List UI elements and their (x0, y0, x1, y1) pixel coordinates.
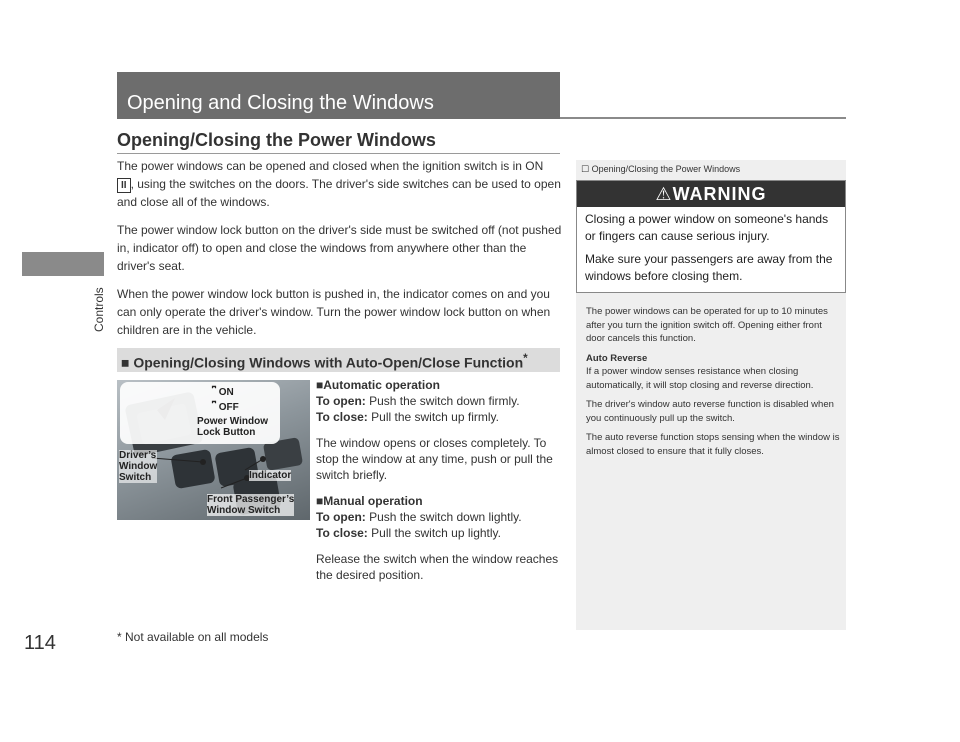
paragraph-2: The power window lock button on the driver's side must be switched off (not pushed in, indicator off) to open and close the windows from anywhere other than the driver's seat. (117, 223, 562, 273)
label-driver-switch: Driver’s Window Switch (119, 450, 158, 483)
warning-header: ⚠WARNING (577, 181, 845, 207)
footnote: * Not available on all models (117, 630, 269, 644)
auto-open: To open: Push the switch down firmly. (316, 394, 520, 408)
manual-close: To close: Pull the switch up lightly. (316, 526, 501, 540)
operation-instructions (316, 377, 561, 583)
page-number: 114 (24, 632, 56, 654)
side-label: Controls (92, 287, 106, 332)
section-rule (117, 153, 560, 154)
reference-icon: ☐ (581, 164, 590, 174)
title-rule (560, 117, 846, 119)
paragraph-3: When the power window lock button is pushed in, the indicator comes on and you can only operate the driver's window. Turn the power window lock button on when children are in the vehicle. (117, 287, 551, 337)
chapter-title-bar (117, 72, 560, 119)
warning-box (576, 180, 846, 293)
auto-reverse-heading: Auto Reverse (586, 352, 648, 364)
subsection-bar (117, 348, 560, 372)
square-bullet-icon: ■ (121, 354, 130, 371)
label-on: ⎴ ON (212, 387, 234, 398)
note-sensing-stop: The auto reverse function stops sensing when the window is almost closed to ensure that it fully closes. (586, 432, 840, 457)
note-driver-disable: The driver's window auto reverse function is disabled when you continuously pull up the switch. (586, 399, 834, 424)
footnote-marker: * (523, 352, 528, 365)
auto-close: To close: Pull the switch up firmly. (316, 410, 499, 424)
auto-note: The window opens or closes completely. To stop the window at any time, push or pull the switch briefly. (316, 436, 553, 482)
section-title: Opening/Closing the Power Windows (117, 130, 436, 150)
warning-triangle-icon: ⚠ (655, 184, 673, 204)
auto-heading: ■Automatic operation (316, 378, 440, 392)
chapter-title: Opening and Closing the Windows (127, 92, 434, 114)
label-off: ⎴ OFF (212, 402, 239, 413)
section-tab (22, 252, 104, 276)
manual-open: To open: Push the switch down lightly. (316, 510, 522, 524)
sidebar-notes (586, 305, 842, 464)
label-indicator: Indicator (249, 470, 292, 481)
paragraph-1: The power windows can be opened and closed when the ignition switch is in ON II , using the switches on the doors. The driver's side switches can be used to open and close all of the windows. (117, 159, 561, 209)
note-auto-reverse: If a power window senses resistance when closing automatically, it will stop closing and reverse direction. (586, 366, 814, 391)
manual-heading: ■Manual operation (316, 494, 423, 508)
sidebar-heading: ☐ Opening/Closing the Power Windows (581, 164, 741, 174)
window-switch-photo (117, 380, 310, 520)
label-passenger-switch: Front Passenger’s Window Switch (207, 494, 295, 516)
subsection-title: ■ Opening/Closing Windows with Auto-Open/Close Function* (121, 352, 528, 371)
label-lock-button: Power Window Lock Button (197, 416, 269, 438)
ignition-key-icon: II (117, 178, 131, 193)
warning-body: Closing a power window on someone's hands or fingers can cause serious injury. Make sure your passengers are away from the windows before closing them. (585, 212, 833, 283)
note-timer: The power windows can be operated for up to 10 minutes after you turn the ignition switch off. Opening either front door cancels this function. (586, 306, 828, 344)
section-body (117, 157, 562, 349)
manual-note: Release the switch when the window reaches the desired position. (316, 552, 559, 582)
